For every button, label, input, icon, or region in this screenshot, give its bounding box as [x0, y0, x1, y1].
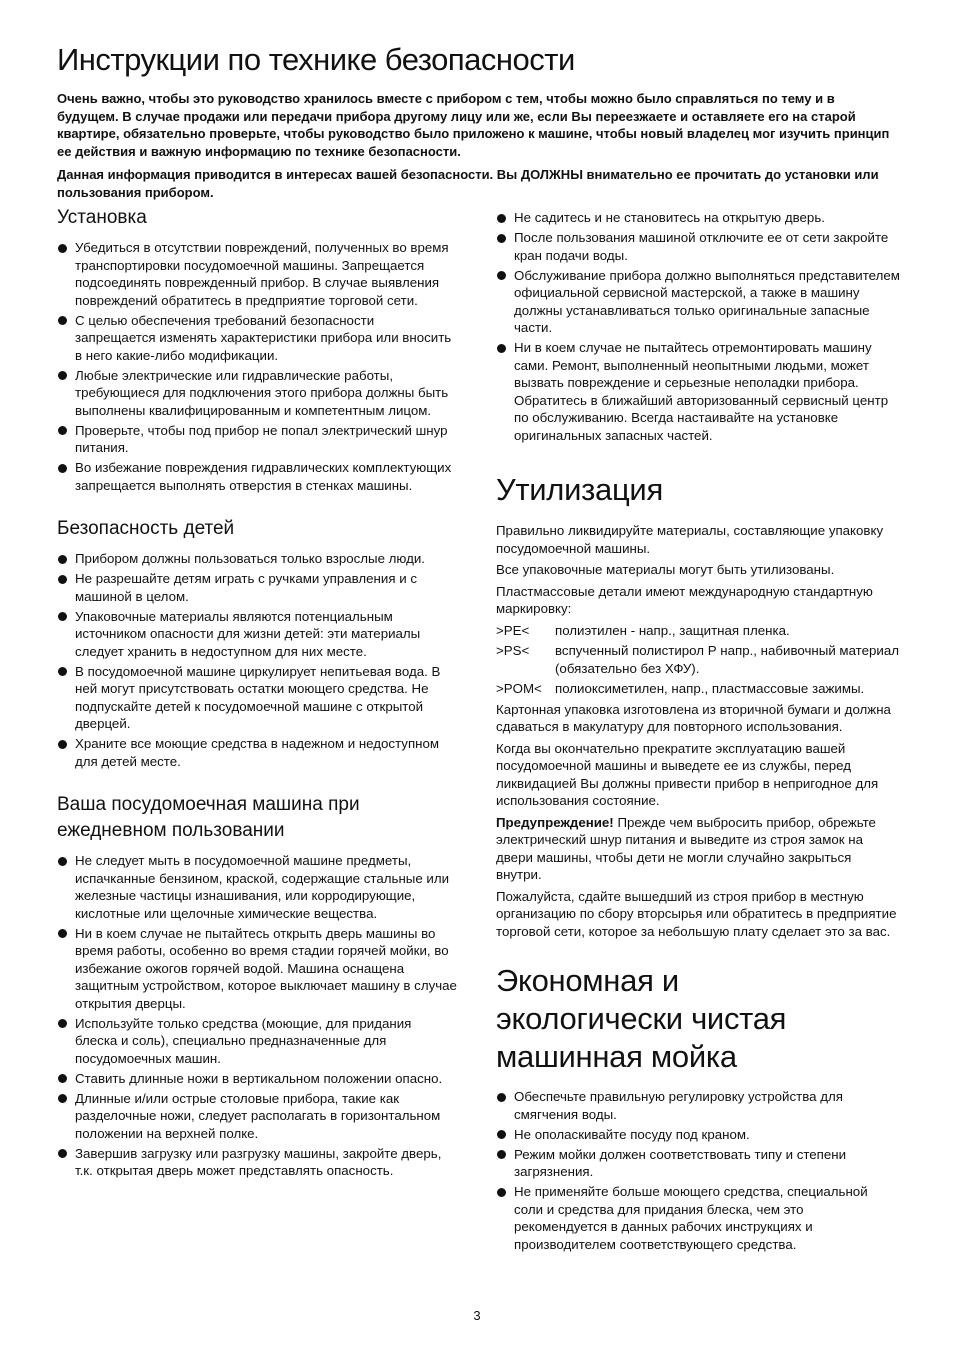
- page-number: 3: [473, 1308, 481, 1323]
- bullet-icon: [58, 1074, 67, 1083]
- left-column: [57, 205, 457, 1182]
- page-title: Инструкции по технике безопасности: [57, 42, 575, 77]
- intro-paragraph: Данная информация приводится в интересах вашей безопасности. Вы ДОЛЖНЫ внимательно ее прочитать до установки или пользования прибором.: [57, 167, 879, 200]
- list-item: Не следует мыть в посудомоечной машине предметы, испачканные бензином, краской, содержащие стальные или железные частицы изнашивания, или корродирующие, кислотные или щелочные химические вещества.: [57, 852, 457, 922]
- bullet-icon: [58, 316, 67, 325]
- child-safety-list: [57, 550, 457, 770]
- installation-heading: Установка: [57, 207, 147, 228]
- warning-label: Предупреждение!: [496, 814, 614, 830]
- disposal-paragraph: Все упаковочные материалы могут быть утилизованы.: [496, 562, 835, 577]
- disposal-paragraph: Картонная упаковка изготовлена из вторичной бумаги и должна сдаваться в макулатуру для повторного использования.: [496, 701, 891, 734]
- list-item: После пользования машиной отключите ее от сети закройте кран подачи воды.: [496, 229, 900, 264]
- bullet-icon: [58, 371, 67, 380]
- bullet-icon: [497, 234, 506, 243]
- marking-row: [496, 642, 900, 677]
- bullet-icon: [58, 740, 67, 749]
- daily-use-heading: Ваша посудомоечная машина при ежедневном пользовании: [57, 794, 360, 841]
- marking-code: >PS<: [496, 643, 530, 658]
- disposal-paragraph: Пожалуйста, сдайте вышедший из строя прибор в местную организацию по сбору вторсырья или обратитесь в предприятие торговой сети, которое за небольшую плату сделает это за вас.: [496, 888, 897, 939]
- intro-paragraph: Очень важно, чтобы это руководство хранилось вместе с прибором с тем, чтобы можно было справляться по тему и в будущем. В случае продажи или передачи прибора другому лицу или же, если Вы переезжаете и оставляете его на старой квартире, обязательно проверьте, чтобы руководство было приложено к машине, чтобы новый владелец мог изучить принцип ее действия и важную информацию по технике безопасности.: [57, 91, 890, 159]
- bullet-icon: [497, 214, 506, 223]
- list-item: Не разрешайте детям играть с ручками управления и с машиной в целом.: [57, 570, 457, 605]
- right-column: [496, 209, 900, 1256]
- bullet-icon: [58, 1094, 67, 1103]
- eco-heading: Экономная и экологически чистая машинная мойка: [496, 963, 787, 1074]
- bullet-icon: [58, 929, 67, 938]
- list-item: Обслуживание прибора должно выполняться представителем официальной сервисной мастерской, а также в машину должны устанавливаться только оригинальные запасные части.: [496, 267, 900, 337]
- list-item: Прибором должны пользоваться только взрослые люди.: [57, 550, 457, 568]
- disposal-warning: [496, 814, 900, 884]
- bullet-icon: [497, 271, 506, 280]
- marking-row: [496, 680, 900, 698]
- list-item: Завершив загрузку или разгрузку машины, закройте дверь, т.к. открытая дверь может представлять опасность.: [57, 1145, 457, 1180]
- eco-section: [496, 962, 900, 1253]
- bullet-icon: [497, 1188, 506, 1197]
- list-item: Упаковочные материалы являются потенциальным источником опасности для жизни детей: эти материалы следует хранить в недоступном для них месте.: [57, 608, 457, 661]
- marking-code: >POM<: [496, 681, 542, 696]
- list-item: Используйте только средства (моющие, для придания блеска и соль), специально предназначенные для посудомоечных машин.: [57, 1015, 457, 1068]
- list-item: Обеспечьте правильную регулировку устройства для смягчения воды.: [496, 1088, 900, 1123]
- marking-code: >PE<: [496, 622, 530, 638]
- list-item: Ни в коем случае не пытайтесь отремонтировать машину сами. Ремонт, выполненный неопытными людьми, может вызвать повреждение и серьезные неполадки прибора. Обратитесь в ближайший авторизованный сервисный центр по обслуживанию. Всегда настаивайте на установке оригинальных запасных частей.: [496, 339, 900, 444]
- list-item: Не ополаскивайте посуду под краном.: [496, 1126, 900, 1144]
- list-item: Длинные и/или острые столовые прибора, такие как разделочные ножи, следует располагать в горизонтальном положении на верхней полке.: [57, 1090, 457, 1143]
- installation-list: [57, 239, 457, 494]
- daily-use-section: [57, 792, 457, 1180]
- bullet-icon: [58, 426, 67, 435]
- bullet-icon: [58, 857, 67, 866]
- bullet-icon: [58, 244, 67, 253]
- bullet-icon: [58, 1019, 67, 1028]
- disposal-section: [496, 470, 900, 940]
- list-item: Ставить длинные ножи в вертикальном положении опасно.: [57, 1070, 457, 1088]
- daily-use-list: [57, 852, 457, 1180]
- list-item: Не садитесь и не становитесь на открытую дверь.: [496, 209, 900, 227]
- bullet-icon: [58, 612, 67, 621]
- marking-row: [496, 622, 900, 640]
- bullet-icon: [58, 555, 67, 564]
- bullet-icon: [58, 667, 67, 676]
- bullet-icon: [497, 1130, 506, 1139]
- list-item: Во избежание повреждения гидравлических комплектующих запрещается выполнять отверстия в стенках машины.: [57, 459, 457, 494]
- list-item: Проверьте, чтобы под прибор не попал электрический шнур питания.: [57, 422, 457, 457]
- bullet-icon: [58, 575, 67, 584]
- disposal-paragraph: Правильно ликвидируйте материалы, составляющие упаковку посудомоечной машины.: [496, 523, 884, 556]
- bullet-icon: [58, 464, 67, 473]
- list-item: С целью обеспечения требований безопасности запрещается изменять характеристики прибора или вносить в него какие-либо модификации.: [57, 312, 457, 365]
- list-item: Убедиться в отсутствии повреждений, полученных во время транспортировки посудомоечной машины. Запрещается подсоединять поврежденный прибор. В случае выявления повреждений обратитесь в предприятие торговой сети.: [57, 239, 457, 309]
- marking-description: полиэтилен - напр., защитная пленка.: [555, 622, 790, 638]
- list-item: Храните все моющие средства в надежном и недоступном для детей месте.: [57, 735, 457, 770]
- installation-section: [57, 205, 457, 494]
- marking-description: полиоксиметилен, напр., пластмассовые зажимы.: [555, 681, 865, 696]
- disposal-heading: Утилизация: [496, 472, 663, 507]
- list-item: В посудомоечной машине циркулирует непитьевая вода. В ней могут присутствовать остатки моющего средства. Не подпускайте детей к посудомоечной машине с открытой дверцей.: [57, 663, 457, 733]
- marking-description: вспученный полистирол Р напр., набивочный материал (обязательно без ХФУ).: [555, 643, 899, 676]
- eco-list: [496, 1088, 900, 1253]
- bullet-icon: [497, 344, 506, 353]
- daily-use-continued-list: [496, 209, 900, 444]
- intro: [57, 90, 897, 207]
- warning-text: Прежде чем выбросить прибор, обрежьте электрический шнур питания и выведите из строя замок на двери машины, чтобы дети не могли случайно закрыться внутри.: [496, 814, 876, 882]
- list-item: Любые электрические или гидравлические работы, требующиеся для подключения этого прибора должны быть выполнены квалифицированным и компетентным лицом.: [57, 367, 457, 420]
- bullet-icon: [58, 1149, 67, 1158]
- bullet-icon: [497, 1093, 506, 1102]
- bullet-icon: [497, 1150, 506, 1159]
- disposal-paragraph: Пластмассовые детали имеют международную стандартную маркировку:: [496, 583, 873, 616]
- child-safety-section: [57, 516, 457, 770]
- list-item: Режим мойки должен соответствовать типу и степени загрязнения.: [496, 1146, 900, 1181]
- disposal-paragraph: Когда вы окончательно прекратите эксплуатацию вашей посудомоечной машины и выведете ее из службы, перед ликвидацией Вы должны привести прибор в непригодное для использования состояние.: [496, 740, 879, 808]
- list-item: Ни в коем случае не пытайтесь открыть дверь машины во время работы, особенно во время стадии горячей мойки, во избежание ожогов горячей водой. Машина оснащена защитным устройством, которое выключает машину в случае открытия дверцы.: [57, 925, 457, 1013]
- list-item: Не применяйте больше моющего средства, специальной соли и средства для придания блеска, чем это рекомендуется в данных рабочих инструкциях и производителем соответствующего средства.: [496, 1183, 900, 1253]
- child-safety-heading: Безопасность детей: [57, 518, 235, 539]
